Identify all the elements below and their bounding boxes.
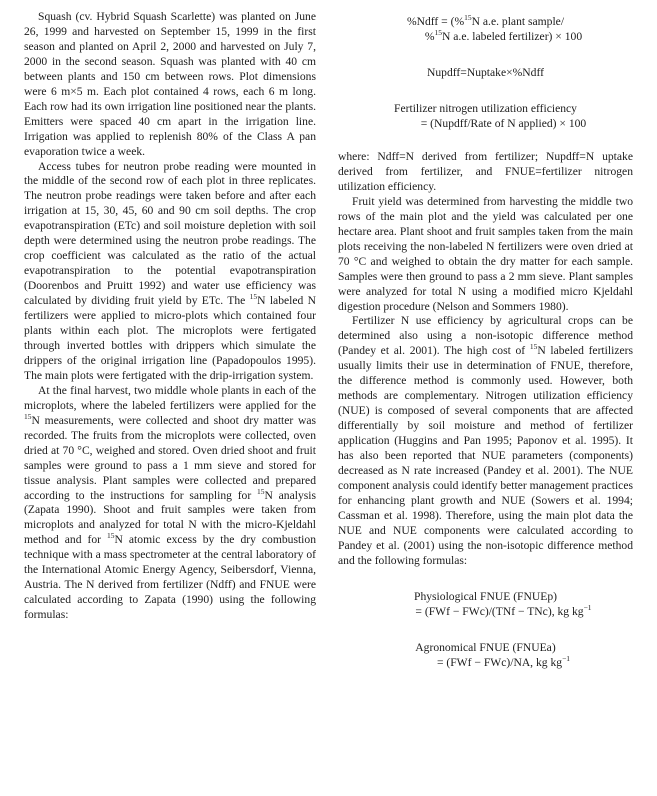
isotope-superscript: 15 bbox=[107, 531, 115, 541]
paragraph-fruit-yield: Fruit yield was determined from harvesting the middle two rows of the main plot and the yield was calculated per one hectare area. Plant shoot and fruit samples taken from the main plots receiving the non-labeled N fertilizers were oven dried at 70 °C and weighed to obtain the dry matter for each sample. Samples were then ground to pass a 2 mm sieve. Plant samples were analyzed for total N using a modified micro Kjeldahl digestion procedure (Nelson and Sommers 1980). bbox=[338, 194, 633, 313]
isotope-superscript: 15 bbox=[464, 13, 472, 23]
text-run: N labeled N fertilizers were applied to micro-plots which contained four plants within each plot. The microplots were fertigated through inverted bottles with drippers which simulate the drippers of the original irrigation line (Papadopoulos 1995). The main plots were fertigated with the drip-irrigation system. bbox=[24, 294, 316, 382]
equation-nupdff: Nupdff=Nuptake×%Ndff bbox=[427, 66, 544, 79]
paragraph-neutron-probe bbox=[24, 160, 316, 384]
isotope-superscript: 15 bbox=[249, 292, 258, 302]
exponent-superscript: −1 bbox=[562, 653, 571, 663]
text-run: % bbox=[424, 30, 435, 43]
isotope-superscript: 15 bbox=[257, 486, 265, 496]
equation-agronomical-fnue bbox=[338, 640, 633, 670]
paragraph-where: where: Ndff=N derived from fertilizer; Nupdff=N uptake derived from fertilizer, and FNUE=fertilizer nitrogen utilization efficiency. bbox=[338, 150, 633, 193]
text-run: N a.e. plant sample/ bbox=[471, 15, 565, 28]
paragraph-fertilizer-efficiency bbox=[338, 314, 633, 568]
paragraph-planting: Squash (cv. Hybrid Squash Scarlette) was planted on June 26, 1999 and harvested on September 15, 1999 in the first season and planted on April 2, 2000 and harvested on July 7, 2000 in the second season. Squash was planted with 40 cm between plants and 150 cm between rows. Plot dimensions were 6 m×5 m. Each plot contained 4 rows, each 6 m long. Each row had its own irrigation line positioned near the plants. Emitters were spaced 40 cm apart in the irrigation line. Irrigation was applied to replenish 80% of the Class A pan evaporation twice a week. bbox=[24, 10, 316, 158]
paragraph-final-harvest bbox=[24, 384, 316, 623]
isotope-superscript: 15 bbox=[434, 28, 443, 38]
text-run: Fertilizer N use efficiency by agricultural crops can be determined also using a non-isotopic difference method (Pandey et al. 2001). The high cost of bbox=[338, 314, 633, 358]
text-run: = (FWf − FWc)/NA, kg kg bbox=[436, 655, 563, 669]
text-run: = (Nupdff/Rate of N applied) × 100 bbox=[420, 117, 587, 130]
text-run: N atomic excess by the dry combustion technique with a mass spectrometer at the central laboratory of the International Atomic Energy Agency, Seibersdorf, Vienna, Austria. The N derived from fertilizer (Ndff) and FNUE were calculated according to Zapata (1990) using the following formulas: bbox=[24, 533, 316, 622]
isotope-superscript: 15 bbox=[529, 342, 538, 352]
text-run: At the final harvest, two middle whole plants in each of the microplots, where the labeled fertilizers were applied for the bbox=[24, 383, 316, 412]
equation-fnue bbox=[338, 101, 633, 131]
left-column bbox=[24, 10, 316, 623]
text-run: Agronomical FNUE (FNUEa) bbox=[415, 640, 556, 654]
equation-physiological-fnue bbox=[338, 589, 633, 619]
text-run: N labeled fertilizers usually limits their use in determination of FNUE, therefore, the difference method is commonly used. However, both methods are complementary. Nitrogen utilization efficiency (NUE) is composed of several components that are affected differentially by soil moisture and method of fertilizer application (Huggins and Pan 1995; Paponov et al. 1995). It has also been reported that NUE parameters (components) decreased as N rate increased (Pandey et al. 2001). The NUE component analysis could identify better management practices for enhancing plant growth and NUE (Sowers et al. 1994; Cassman et al. 1998). Therefore, using the main plot data the NUE and NUE components were calculated according to Pandey et al. (2001) using the non-isotopic difference method and the following formulas: bbox=[338, 344, 633, 567]
text-run: N analysis (Zapata 1990). Shoot and fruit samples were taken from microplots and analyzed for total N with the micro-Kjeldahl method and for bbox=[24, 488, 317, 547]
text-run: Access tubes for neutron probe reading were mounted in the middle of the second row of each plot in three replicates. The neutron probe readings were taken before and after each irrigation at 15, 30, 45, 60 and 90 cm soil depths. The crop evapotranspiration (ETc) and soil moisture depletion with soil depth were determined using the neutron probe readings. The crop coefficient was calculated as the ratio of the actual evapotranspiration to the potential evapotranspiration (Doorenbos and Pruitt 1992) and water use efficiency was calculated by dividing fruit yield by ETc. The bbox=[24, 159, 316, 308]
right-column bbox=[338, 10, 633, 670]
text-run: Physiological FNUE (FNUEp) bbox=[414, 589, 557, 603]
text-run: N a.e. labeled fertilizer) × 100 bbox=[442, 30, 583, 43]
text-run: = (FWf − FWc)/(TNf − TNc), kg kg bbox=[415, 604, 584, 618]
equation-percent-ndff bbox=[338, 10, 633, 44]
text-run: N measurements, were collected and shoot dry matter was recorded. The fruits from the microplots were collected, oven dried at 70 °C, weighed and stored. Oven dried shoot and fruit samples were ground to pass a 1 mm sieve and stored for tissue analysis. Plant samples were collected and prepared according to the instructions for sampling for bbox=[24, 413, 316, 502]
text-run: %Ndff = (% bbox=[406, 15, 465, 28]
text-run: Fertilizer nitrogen utilization efficiency bbox=[394, 102, 577, 115]
isotope-superscript: 15 bbox=[24, 411, 32, 421]
exponent-superscript: −1 bbox=[583, 602, 592, 612]
